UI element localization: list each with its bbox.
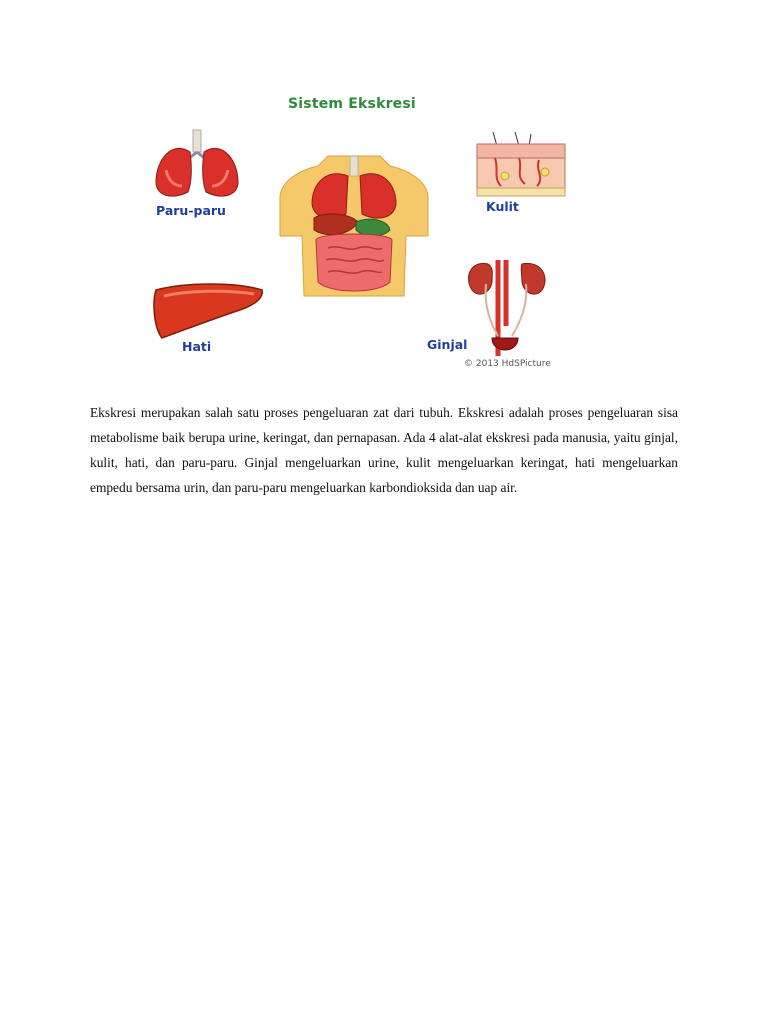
liver-illustration xyxy=(150,282,266,340)
lungs-illustration xyxy=(152,130,242,205)
excretory-system-figure xyxy=(140,90,580,375)
kidney-illustration xyxy=(462,256,556,360)
image-credit: © 2013 HdSPicture xyxy=(464,359,551,369)
body-paragraph: Ekskresi merupakan salah satu proses pengeluaran zat dari tubuh. Ekskresi adalah proses pengeluaran sisa metabolisme baik berupa urine, keringat, dan pernapasan. Ada 4 alat-alat ekskresi pada manusia, yaitu ginjal, kulit, hati, dan paru-paru. Ginjal mengeluarkan urine, kulit mengeluarkan keringat, hati mengeluarkan empedu bersama urin, dan paru-paru mengeluarkan karbondioksida dan uap air. xyxy=(90,405,678,496)
kidney-label: Ginjal xyxy=(427,337,468,352)
lungs-label: Paru-paru xyxy=(156,203,226,218)
liver-label: Hati xyxy=(182,339,212,354)
skin-illustration xyxy=(475,132,567,198)
torso-illustration xyxy=(278,156,430,296)
figure-title: Sistem Ekskresi xyxy=(288,96,416,112)
skin-label: Kulit xyxy=(486,199,519,214)
